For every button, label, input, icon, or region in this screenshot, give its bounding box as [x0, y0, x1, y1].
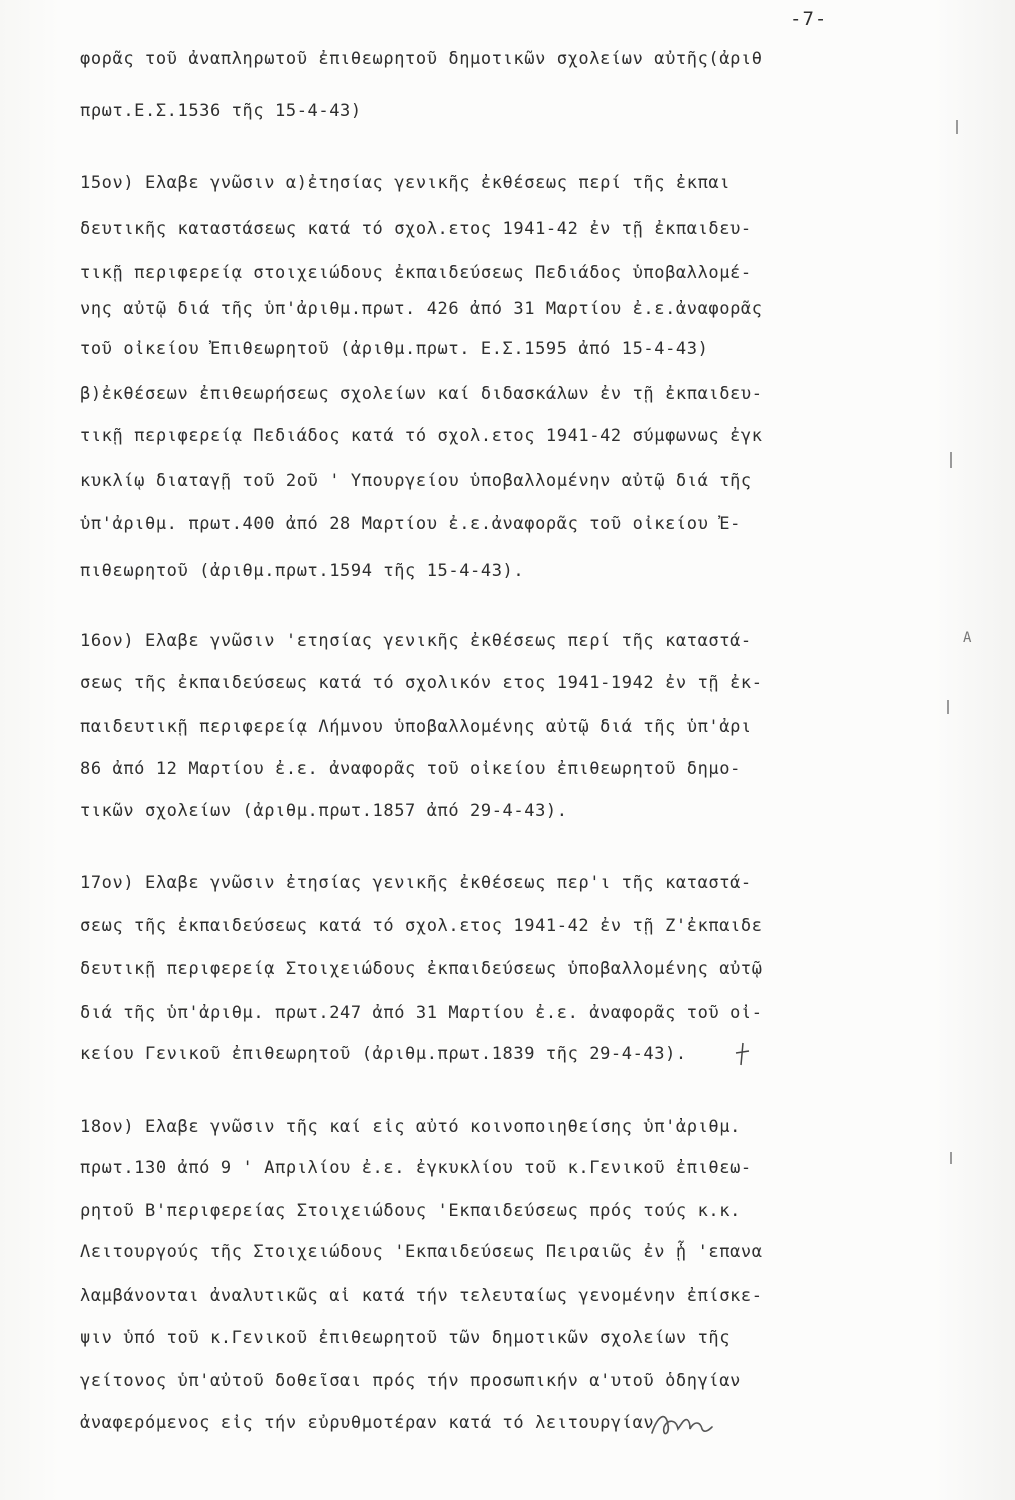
text-line: ρητοῦ Β'περιφερείας Στοιχειώδους 'Εκπαιδεύσεως πρός τούς κ.κ.	[80, 1201, 741, 1221]
text-line: γείτονος ὑπ'αὐτοῦ δοθεῖσαι πρός τήν προσωπικήν α'υτοῦ ὁδηγίαν	[80, 1371, 741, 1391]
handwritten-correction	[733, 1039, 753, 1069]
text-line: 18ον) Ελαβε γνῶσιν τῆς καί εἰς αὐτό κοινοποιηθείσης ὑπ'ἀριθμ.	[80, 1117, 741, 1137]
text-line: 16ον) Ελαβε γνῶσιν 'ετησίας γενικῆς ἐκθέσεως περί τῆς καταστά-	[80, 631, 752, 651]
text-line: ἀναφερόμενος εἰς τήν εὐρυθμοτέραν κατά τό λειτουργίαν	[80, 1413, 655, 1433]
text-line: πιθεωρητοῦ (ἀριθμ.πρωτ.1594 τῆς 15-4-43).	[80, 561, 525, 581]
text-line: φορᾶς τοῦ ἀναπληρωτοῦ ἐπιθεωρητοῦ δημοτικῶν σχολείων αὐτῆς(ἀριθ	[80, 49, 763, 69]
text-line: 86 ἀπό 12 Μαρτίου ἐ.ε. ἀναφορᾶς τοῦ οἰκείου ἐπιθεωρητοῦ δημο-	[80, 759, 741, 779]
text-line: σεως τῆς ἐκπαιδεύσεως κατά τό σχολ.ετος 1941-42 ἐν τῇ Ζ'ἐκπαιδε	[80, 916, 763, 936]
margin-tick	[956, 120, 958, 134]
text-line: τικῇ περιφερείᾳ Πεδιάδος κατά τό σχολ.ετος 1941-42 σύμφωνως ἐγκ	[80, 426, 763, 446]
text-line: κυκλίῳ διαταγῇ τοῦ 2οῦ ' Υπουργείου ὑποβαλλομένην αὐτῷ διά τῆς	[80, 471, 752, 491]
text-line: τικῇ περιφερείᾳ στοιχειώδους ἐκπαιδεύσεως Πεδιάδος ὑποβαλλομέ-	[80, 263, 752, 283]
text-line: πρωτ.130 ἀπό 9 ' Απριλίου ἐ.ε. ἐγκυκλίου τοῦ κ.Γενικοῦ ἐπιθεω-	[80, 1158, 752, 1178]
text-line: πρωτ.Ε.Σ.1536 τῆς 15-4-43)	[80, 101, 362, 121]
text-line: ψιν ὑπό τοῦ κ.Γενικοῦ ἐπιθεωρητοῦ τῶν δημοτικῶν σχολείων τῆς	[80, 1328, 731, 1348]
page-number: -7-	[790, 8, 828, 30]
text-line: διά τῆς ὑπ'ἀριθμ. πρωτ.247 ἀπό 31 Μαρτίου ἐ.ε. ἀναφορᾶς τοῦ οἰ-	[80, 1003, 763, 1023]
margin-tick	[950, 1152, 952, 1164]
text-line: λαμβάνονται ἀναλυτικῶς αἱ κατά τήν τελευταίως γενομένην ἐπίσκε-	[80, 1286, 763, 1306]
margin-tick	[947, 700, 949, 714]
text-line: Λειτουργούς τῆς Στοιχειώδους 'Εκπαιδεύσεως Πειραιῶς ἐν ᾗ 'επανα	[80, 1242, 763, 1262]
text-line: ὑπ'ἀριθμ. πρωτ.400 ἀπό 28 Μαρτίου ἐ.ε.ἀναφορᾶς τοῦ οἰκείου Ἐ-	[80, 514, 741, 534]
text-line: β)ἐκθέσεων ἐπιθεωρήσεως σχολείων καί διδασκάλων ἐν τῇ ἐκπαιδευ-	[80, 384, 763, 404]
margin-tick	[950, 452, 952, 468]
text-line: σεως τῆς ἐκπαιδεύσεως κατά τό σχολικόν ετος 1941-1942 ἐν τῇ ἐκ-	[80, 673, 763, 693]
text-line: 17ον) Ελαβε γνῶσιν ἐτησίας γενικῆς ἐκθέσεως περ'ι τῆς καταστά-	[80, 873, 752, 893]
text-line: τικῶν σχολείων (ἀριθμ.πρωτ.1857 ἀπό 29-4-43).	[80, 801, 568, 821]
text-line: 15ον) Ελαβε γνῶσιν α)ἐτησίας γενικῆς ἐκθέσεως περί τῆς ἐκπαι	[80, 173, 731, 193]
text-line: δευτικῇ περιφερείᾳ Στοιχειώδους ἐκπαιδεύσεως ὑποβαλλομένης αὐτῷ	[80, 959, 763, 979]
handwritten-word	[648, 1405, 718, 1445]
text-line: κείου Γενικοῦ ἐπιθεωρητοῦ (ἀριθμ.πρωτ.1839 τῆς 29-4-43).	[80, 1044, 687, 1064]
text-line: δευτικῆς καταστάσεως κατά τό σχολ.ετος 1941-42 ἐν τῇ ἐκπαιδευ-	[80, 219, 752, 239]
text-line: νης αὐτῷ διά τῆς ὑπ'ἀριθμ.πρωτ. 426 ἀπό 31 Μαρτίου ἐ.ε.ἀναφορᾶς	[80, 299, 763, 319]
margin-mark: A	[963, 630, 972, 646]
text-line: τοῦ οἰκείου Ἐπιθεωρητοῦ (ἀριθμ.πρωτ. Ε.Σ.1595 ἀπό 15-4-43)	[80, 339, 709, 359]
text-line: παιδευτικῇ περιφερείᾳ Λήμνου ὑποβαλλομένης αὐτῷ διά τῆς ὑπ'ἀρι	[80, 717, 752, 737]
